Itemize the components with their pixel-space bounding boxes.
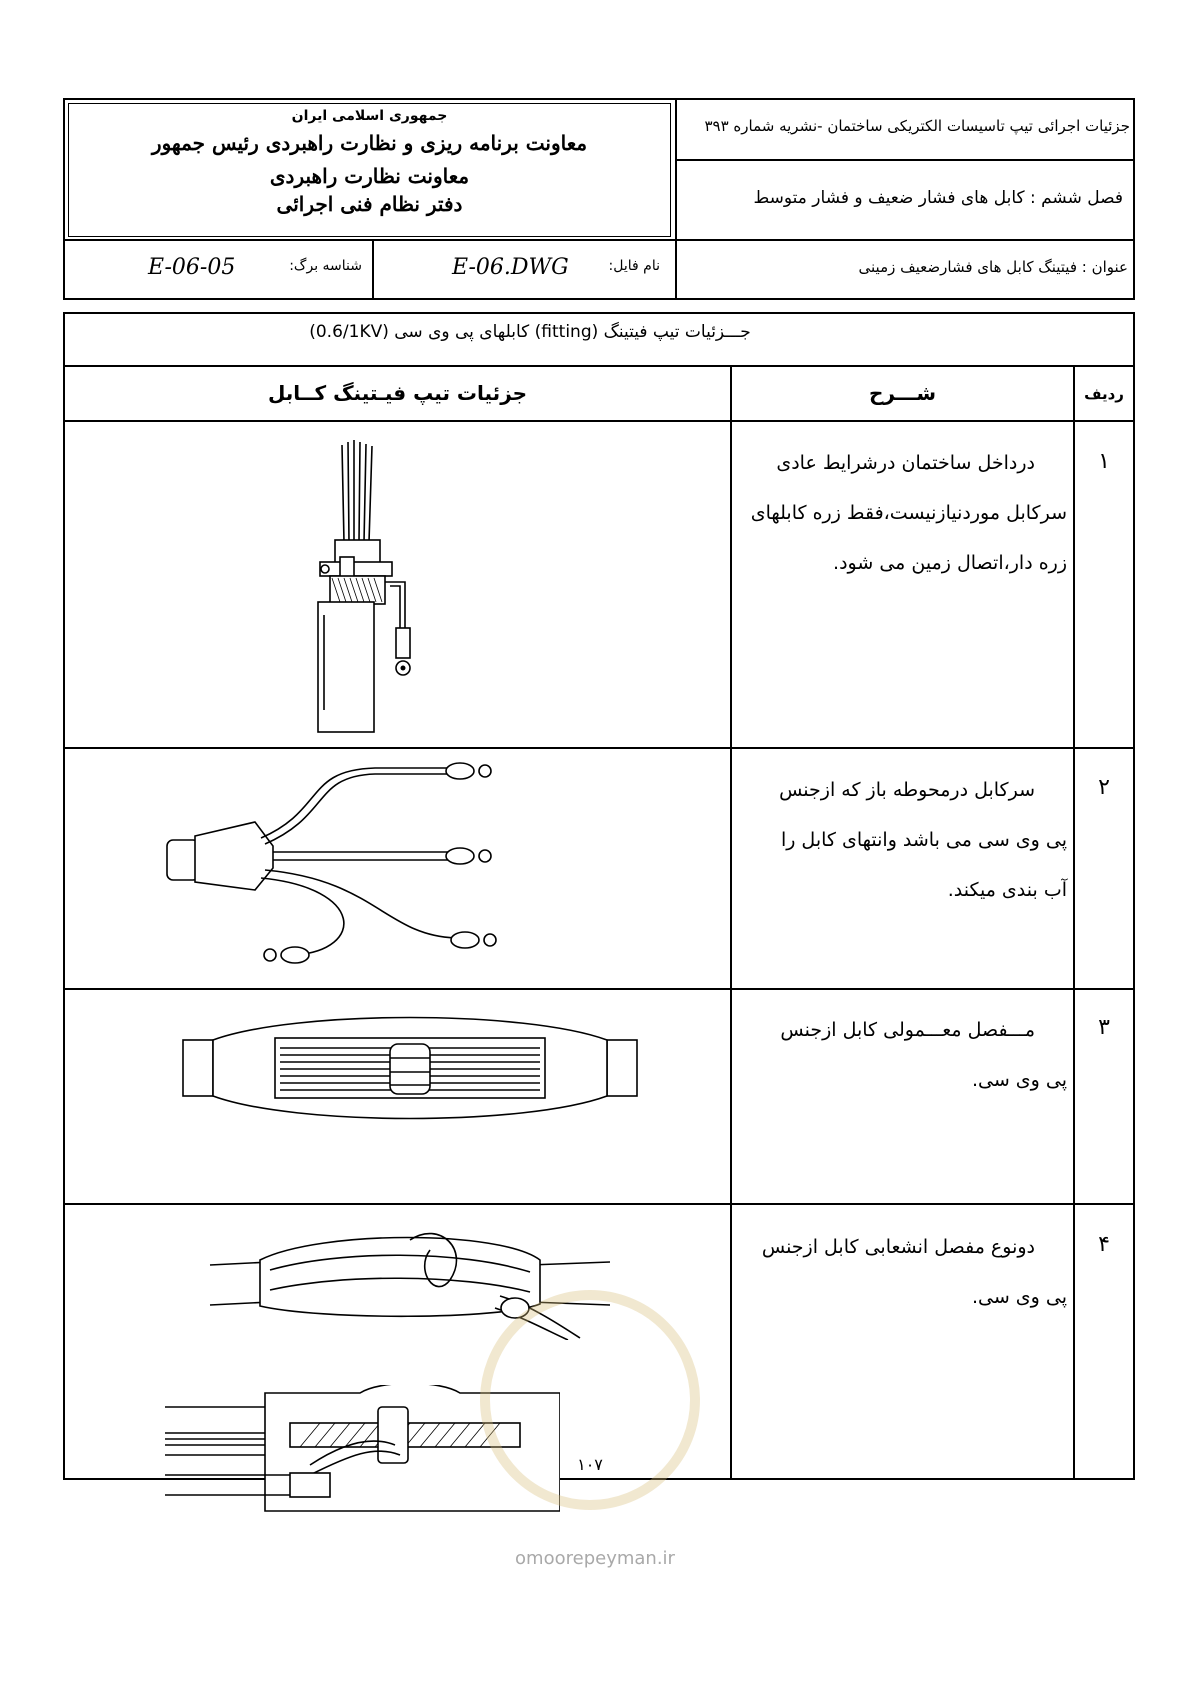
column-header-detail: جزئیات تیپ فیـتینگ کــابل bbox=[267, 381, 528, 405]
header-divider-h1 bbox=[675, 159, 1135, 161]
file-name: E-06.DWG bbox=[452, 255, 569, 280]
page-number: ۱۰۷ bbox=[577, 1455, 603, 1474]
sheet-id-label: شناسه برگ: bbox=[289, 258, 362, 274]
core-1 bbox=[261, 768, 450, 844]
core-3 bbox=[261, 870, 455, 955]
column-header-row: ردیف bbox=[1084, 385, 1124, 403]
column-header-desc: شـــرح bbox=[868, 381, 937, 405]
row-1-desc-line-2: سرکابل موردنیازنیست،فقط زره کابلهای bbox=[750, 502, 1067, 524]
row-divider-2 bbox=[63, 988, 1135, 990]
watermark-url: omoorepeyman.ir bbox=[515, 1548, 675, 1569]
org-line-2: معاونت برنامه ریزی و نظارت راهبردی رئیس جمهور bbox=[151, 131, 588, 155]
drawing-indoor-cable-end bbox=[280, 430, 440, 740]
earth-lug bbox=[396, 628, 410, 658]
row-2-desc-line-2: پی وی سی می باشد وانتهای کابل را bbox=[780, 829, 1067, 851]
org-line-1: جمهوری اسلامی ایران bbox=[291, 108, 448, 124]
earth-clamp bbox=[320, 562, 392, 576]
branch-connector bbox=[378, 1407, 408, 1463]
row-1-desc-line-1: درداخل ساختمان درشرایط عادی bbox=[776, 452, 1035, 474]
row-2-desc-line-1: سرکابل درمحوطه باز که ازجنس bbox=[779, 779, 1035, 801]
cable-body bbox=[167, 840, 199, 880]
cable-cores bbox=[342, 440, 372, 542]
row-4-desc-line-2: پی وی سی. bbox=[971, 1286, 1067, 1308]
row-3-desc-line-2: پی وی سی. bbox=[971, 1069, 1067, 1091]
org-line-3: معاونت نظارت راهبردی bbox=[269, 164, 470, 188]
row-1-desc-line-3: زره دار،اتصال زمین می شود. bbox=[833, 552, 1067, 574]
row-divider-3 bbox=[63, 1203, 1135, 1205]
breakout-boot bbox=[195, 822, 273, 890]
header-divider-h2 bbox=[63, 239, 1135, 241]
sheet-id: E-06-05 bbox=[148, 255, 236, 280]
cable-right bbox=[607, 1040, 637, 1096]
row-3-desc-line-1: مـــفصل معـــمولی کابل ازجنس bbox=[780, 1019, 1035, 1041]
row-2-desc-line-3: آب بندی میکند. bbox=[947, 879, 1067, 901]
joint-resin-shell bbox=[260, 1238, 540, 1317]
watermark-seal bbox=[480, 1290, 700, 1510]
sheet-title: عنوان : فیتینگ کابل های فشارضعیف زمینی bbox=[858, 258, 1128, 276]
chapter-title: فصل ششم : کابل های فشار ضعیف و فشار متوسط bbox=[753, 188, 1123, 208]
cable-left bbox=[183, 1040, 213, 1096]
publication-title: جزئیات اجرائی تیپ تاسیسات الکتریکی ساختمان -نشریه شماره ۳۹۳ bbox=[704, 117, 1130, 135]
cable-sheath bbox=[318, 602, 374, 732]
drawing-outdoor-cable-end bbox=[155, 750, 535, 985]
earth-lead bbox=[385, 582, 405, 628]
caption-divider bbox=[63, 365, 1135, 367]
org-line-4: دفتر نظام فنی اجرائی bbox=[276, 192, 463, 216]
col-divider-row bbox=[1073, 365, 1075, 1480]
row-divider-1 bbox=[63, 747, 1135, 749]
header-divider-v bbox=[675, 98, 677, 300]
table-caption: جـــزئیات تیپ فیتینگ (fitting) کابلهای پی وی سی (0.6/1KV) bbox=[309, 322, 751, 342]
drawing-straight-joint bbox=[175, 1000, 645, 1130]
row-3-number: ۳ bbox=[1098, 1015, 1110, 1040]
row-4-number: ۴ bbox=[1098, 1232, 1110, 1257]
row-4-desc-line-1: دونوع مفصل انشعابی کابل ازجنس bbox=[761, 1236, 1035, 1258]
core-2 bbox=[273, 852, 450, 860]
header-divider-v2 bbox=[372, 239, 374, 300]
file-name-label: نام فایل: bbox=[608, 258, 660, 274]
row-1-number: ۱ bbox=[1098, 449, 1110, 474]
row-2-number: ۲ bbox=[1098, 775, 1110, 800]
connector-sleeves bbox=[390, 1044, 430, 1094]
column-header-divider bbox=[63, 420, 1135, 422]
col-divider-detail bbox=[730, 365, 732, 1480]
